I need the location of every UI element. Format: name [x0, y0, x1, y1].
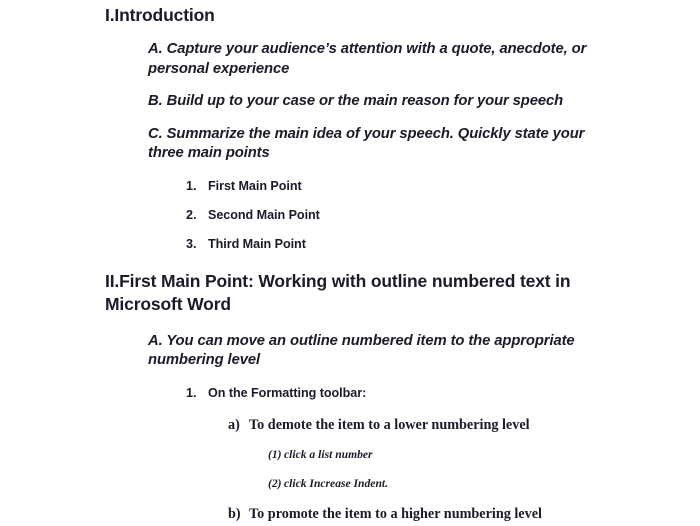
list-item-label: click a list number [284, 447, 373, 461]
list-item [268, 447, 640, 462]
section-2-item-a: A. You can move an outline numbered item to the appropriate numbering level [148, 332, 575, 368]
list-marker: (1) [268, 447, 282, 461]
list-marker: 3. [186, 236, 197, 251]
list-item-label: To promote the item to a higher numbering level [249, 505, 542, 522]
spacer [0, 112, 700, 125]
list-item [186, 178, 620, 195]
spacer [0, 195, 700, 207]
spacer [0, 316, 700, 332]
spacer [0, 27, 700, 40]
spacer [0, 253, 700, 270]
spacer [0, 462, 700, 476]
list-marker: a) [228, 416, 240, 433]
list-item [186, 236, 620, 253]
spacer [0, 402, 700, 416]
spacer [0, 79, 700, 92]
list-item [186, 385, 620, 402]
list-item-label: On the Formatting toolbar: [208, 385, 367, 400]
heading-section-2: II.First Main Point: Working with outline numbered text in Microsoft Word [105, 270, 571, 314]
spacer [0, 434, 700, 447]
list-marker: 1. [186, 178, 197, 193]
list-item [228, 505, 640, 523]
section-1-item-c: C. Summarize the main idea of your speech. Quickly state your three main points [148, 125, 585, 161]
spacer [0, 224, 700, 236]
list-item-label: First Main Point [208, 178, 302, 193]
list-item-label: Second Main Point [208, 207, 320, 222]
list-item-label: Third Main Point [208, 236, 306, 251]
spacer [0, 164, 700, 178]
list-item-label: To demote the item to a lower numbering level [249, 416, 530, 433]
section-1-item-b: B. Build up to your case or the main reason for your speech [148, 93, 564, 109]
spacer [0, 491, 700, 505]
list-item-label: click Increase Indent. [284, 476, 389, 490]
heading-section-1: I.Introduction [105, 5, 215, 25]
section-1-item-a: A. Capture your audience’s attention with a quote, anecdote, or personal experience [148, 41, 587, 77]
list-marker: 2. [186, 207, 197, 222]
list-marker: (2) [268, 476, 282, 490]
list-item [268, 476, 640, 491]
list-item [186, 207, 620, 224]
list-marker: 1. [186, 385, 197, 400]
spacer [0, 371, 700, 385]
list-item [228, 416, 640, 434]
list-marker: b) [228, 505, 241, 522]
